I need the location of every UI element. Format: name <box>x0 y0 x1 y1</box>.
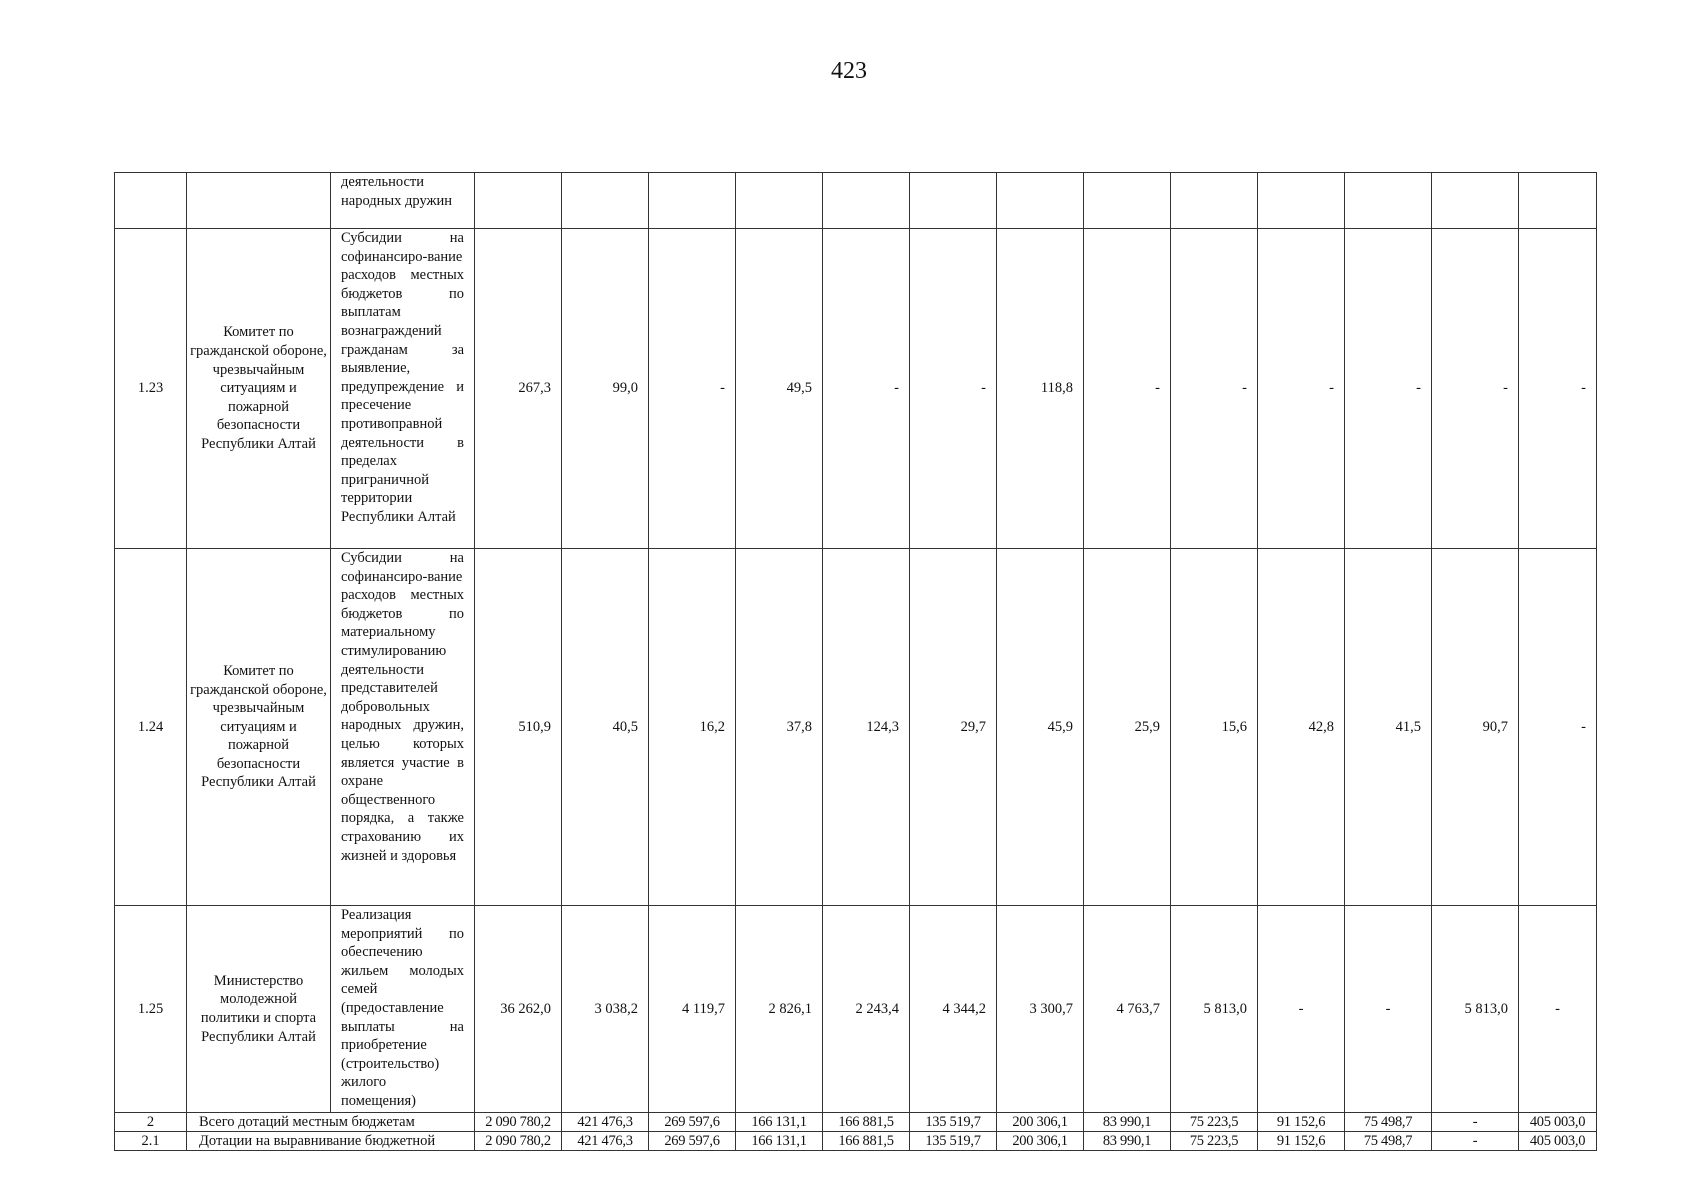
value-cell: - <box>823 229 910 549</box>
value-cell: 135 519,7 <box>910 1113 997 1132</box>
value-cell: 4 344,2 <box>910 906 997 1113</box>
value-cell: - <box>1345 229 1432 549</box>
row-number: 1.25 <box>115 906 187 1113</box>
value-cell: - <box>1258 229 1345 549</box>
value-cell: 405 003,0 <box>1519 1113 1597 1132</box>
table-row <box>115 173 1597 229</box>
value-cell: 269 597,6 <box>649 1132 736 1151</box>
value-cell <box>475 173 562 229</box>
value-cell: - <box>1084 229 1171 549</box>
value-cell: 166 881,5 <box>823 1113 910 1132</box>
value-cell: 83 990,1 <box>1084 1132 1171 1151</box>
value-cell: 90,7 <box>1432 549 1519 906</box>
value-cell: 25,9 <box>1084 549 1171 906</box>
value-cell: - <box>1258 906 1345 1113</box>
value-cell <box>823 173 910 229</box>
total-label: Всего дотаций местным бюджетам <box>187 1113 475 1132</box>
value-cell: - <box>649 229 736 549</box>
value-cell <box>1432 173 1519 229</box>
value-cell: - <box>1432 1113 1519 1132</box>
value-cell: - <box>1432 1132 1519 1151</box>
value-cell: 405 003,0 <box>1519 1132 1597 1151</box>
total-row <box>115 1113 1597 1132</box>
value-cell: 267,3 <box>475 229 562 549</box>
value-cell <box>649 173 736 229</box>
row-number: 2.1 <box>115 1132 187 1151</box>
value-cell: 421 476,3 <box>562 1113 649 1132</box>
value-cell: 5 813,0 <box>1171 906 1258 1113</box>
total-label: Дотации на выравнивание бюджетной <box>187 1132 475 1151</box>
value-cell: 99,0 <box>562 229 649 549</box>
organization-cell <box>187 173 331 229</box>
value-cell <box>997 173 1084 229</box>
value-cell: 200 306,1 <box>997 1132 1084 1151</box>
value-cell: 42,8 <box>1258 549 1345 906</box>
value-cell: 37,8 <box>736 549 823 906</box>
value-cell: 36 262,0 <box>475 906 562 1113</box>
value-cell <box>910 173 997 229</box>
value-cell: 135 519,7 <box>910 1132 997 1151</box>
description-cell: Реализация мероприятий по обеспечению жильем молодых семей (предоставление выплаты на приобретение (строительство) жилого помещения) <box>331 906 475 1113</box>
value-cell: 40,5 <box>562 549 649 906</box>
value-cell: - <box>1345 906 1432 1113</box>
value-cell: 124,3 <box>823 549 910 906</box>
row-number <box>115 173 187 229</box>
value-cell: - <box>910 229 997 549</box>
value-cell: 91 152,6 <box>1258 1113 1345 1132</box>
value-cell <box>1171 173 1258 229</box>
total-row <box>115 1132 1597 1151</box>
value-cell: 2 826,1 <box>736 906 823 1113</box>
value-cell: 200 306,1 <box>997 1113 1084 1132</box>
value-cell: - <box>1171 229 1258 549</box>
row-number: 1.24 <box>115 549 187 906</box>
value-cell: 41,5 <box>1345 549 1432 906</box>
table-row <box>115 229 1597 549</box>
value-cell: 16,2 <box>649 549 736 906</box>
budget-table <box>114 172 1597 1151</box>
organization-cell: Комитет по гражданской обороне, чрезвычайным ситуациям и пожарной безопасности Республики Алтай <box>187 549 331 906</box>
value-cell <box>1345 173 1432 229</box>
value-cell: 45,9 <box>997 549 1084 906</box>
value-cell: 91 152,6 <box>1258 1132 1345 1151</box>
value-cell: 4 119,7 <box>649 906 736 1113</box>
value-cell: 166 131,1 <box>736 1132 823 1151</box>
value-cell <box>736 173 823 229</box>
organization-cell: Министерство молодежной политики и спорта Республики Алтай <box>187 906 331 1113</box>
value-cell: 166 881,5 <box>823 1132 910 1151</box>
value-cell <box>562 173 649 229</box>
value-cell: 269 597,6 <box>649 1113 736 1132</box>
value-cell: 75 223,5 <box>1171 1132 1258 1151</box>
value-cell <box>1084 173 1171 229</box>
value-cell: 75 223,5 <box>1171 1113 1258 1132</box>
row-number: 2 <box>115 1113 187 1132</box>
value-cell: 2 090 780,2 <box>475 1132 562 1151</box>
description-cell: Субсидии на софинансиро-вание расходов местных бюджетов по материальному стимулированию деятельности представителей добровольных народных дружин, целью которых является участие в охране общественного порядка, а также страхованию их жизней и здоровья <box>331 549 475 906</box>
value-cell: 3 038,2 <box>562 906 649 1113</box>
page-number: 423 <box>831 58 867 84</box>
value-cell: - <box>1519 906 1597 1113</box>
value-cell <box>1519 173 1597 229</box>
value-cell: 510,9 <box>475 549 562 906</box>
value-cell: 49,5 <box>736 229 823 549</box>
value-cell: 75 498,7 <box>1345 1132 1432 1151</box>
value-cell: 29,7 <box>910 549 997 906</box>
value-cell: 166 131,1 <box>736 1113 823 1132</box>
value-cell: 2 243,4 <box>823 906 910 1113</box>
value-cell: 15,6 <box>1171 549 1258 906</box>
value-cell: 83 990,1 <box>1084 1113 1171 1132</box>
value-cell: 421 476,3 <box>562 1132 649 1151</box>
description-cell: Субсидии на софинансиро-вание расходов местных бюджетов по выплатам вознаграждений гражданам за выявление, предупреждение и пресечение противоправной деятельности в пределах приграничной территории Республики Алтай <box>331 229 475 549</box>
value-cell: - <box>1432 229 1519 549</box>
organization-cell: Комитет по гражданской обороне, чрезвычайным ситуациям и пожарной безопасности Республики Алтай <box>187 229 331 549</box>
value-cell: 75 498,7 <box>1345 1113 1432 1132</box>
description-cell: деятельности народных дружин <box>331 173 475 229</box>
value-cell <box>1258 173 1345 229</box>
value-cell: 5 813,0 <box>1432 906 1519 1113</box>
value-cell: 3 300,7 <box>997 906 1084 1113</box>
value-cell: 2 090 780,2 <box>475 1113 562 1132</box>
row-number: 1.23 <box>115 229 187 549</box>
value-cell: 4 763,7 <box>1084 906 1171 1113</box>
value-cell: - <box>1519 549 1597 906</box>
table-row <box>115 549 1597 906</box>
value-cell: - <box>1519 229 1597 549</box>
value-cell: 118,8 <box>997 229 1084 549</box>
table-row <box>115 906 1597 1113</box>
